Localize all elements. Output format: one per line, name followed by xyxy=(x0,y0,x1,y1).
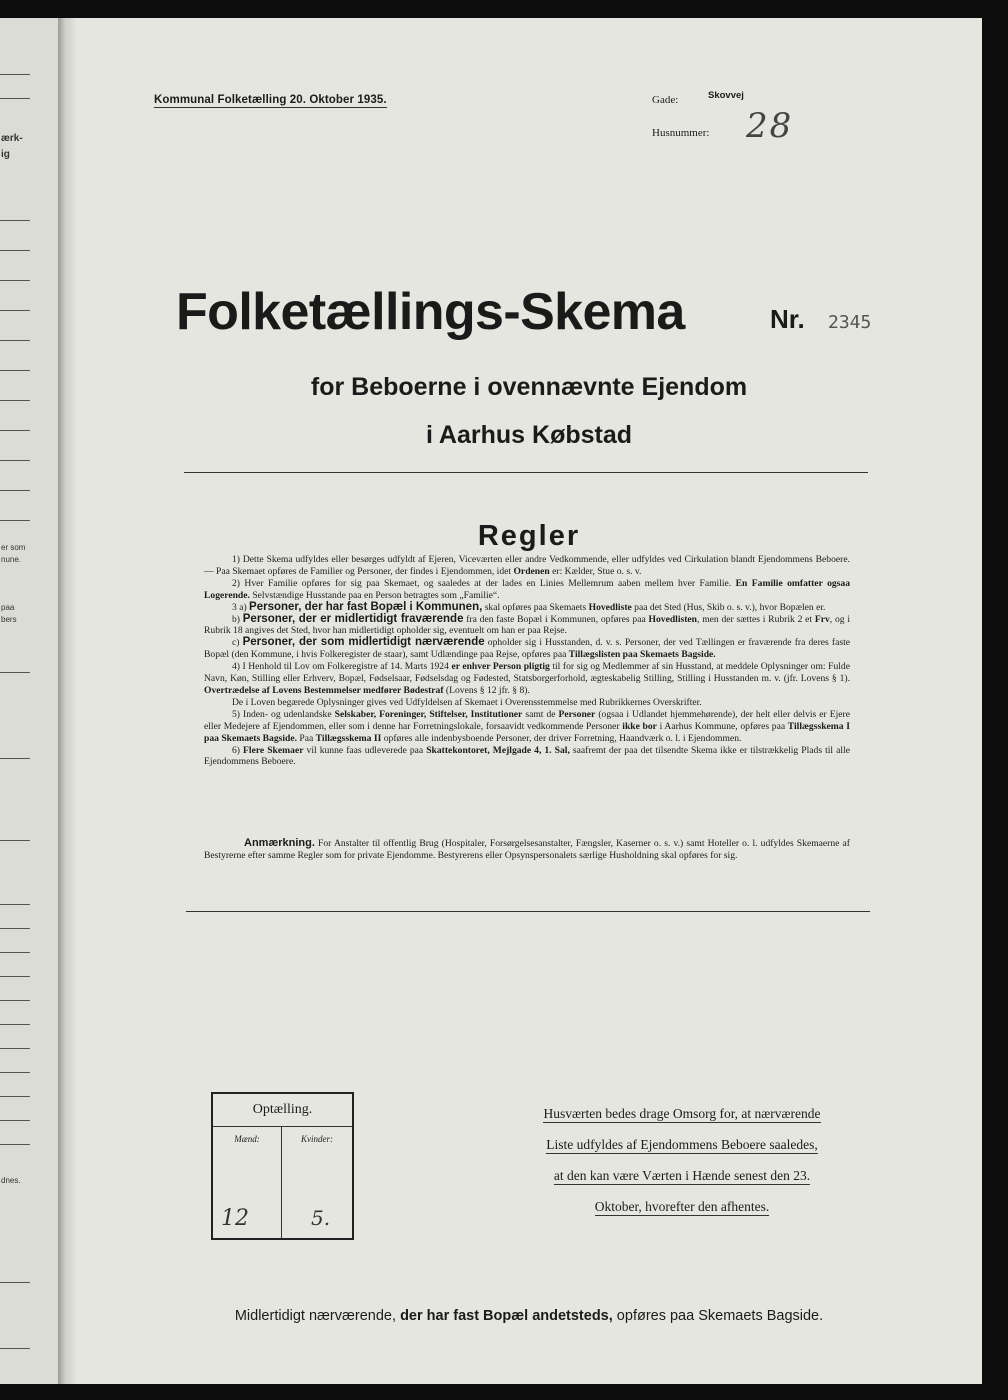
book-gutter xyxy=(58,18,76,1384)
ledger-rule xyxy=(0,250,30,251)
form-number-label: Nr. xyxy=(770,304,805,334)
form-number-value: 2345 xyxy=(828,312,872,333)
footer-note: Midlertidigt nærværende, der har fast Bopæl andetsteds, opføres paa Skemaets Bagside. xyxy=(234,1308,824,1324)
count-box-rule xyxy=(213,1126,352,1127)
rules-heading: Regler xyxy=(477,520,581,552)
rule-4-note: De i Loven begærede Oplysninger gives ved Udfyldelsen af Skemaet i Overensstemmelse med Rubrikkernes Overskrifter. xyxy=(232,696,702,708)
ledger-rule xyxy=(0,490,30,491)
ledger-rule xyxy=(0,840,30,841)
ledger-rule xyxy=(0,1144,30,1145)
ledger-rule xyxy=(0,430,30,431)
left-fragment: paa xyxy=(1,603,15,612)
ledger-rule xyxy=(0,460,30,461)
ledger-rule xyxy=(0,976,30,977)
rule-2: 2) Hver Familie opføres for sig paa Skemaet, og saaledes at der lades en Linies Mellemrum aaben mellem hver Familie. En Familie omfatter ogsaa Logerende. Selvstændige Husstande paa en Person betragtes som „Familie“. xyxy=(204,577,850,601)
count-title: Optælling. xyxy=(252,1102,313,1117)
ledger-rule xyxy=(0,280,30,281)
house-number-value: 28 xyxy=(746,106,794,146)
landlord-notice-line: Husværten bedes drage Omsorg for, at nærværende xyxy=(543,1106,821,1121)
ledger-rule xyxy=(0,904,30,905)
rule-3a: 3 a) Personer, der har fast Bopæl i Kommunen, skal opføres paa Skemaets Hovedliste paa det Sted (Hus, Skib o. s. v.), hvor Bopælen er. xyxy=(232,600,826,613)
landlord-notice-line: Oktober, hvorefter den afhentes. xyxy=(594,1199,770,1214)
rule-6: 6) Flere Skemaer vil kunne faas udleverede paa Skattekontoret, Mejlgade 4, 1. Sal, saafremt der paa det tilsendte Skema ikke er tilstrækkelig Plads til alle Ejendommens Beboere. xyxy=(204,744,850,768)
ledger-rule xyxy=(0,400,30,401)
left-fragment: bers xyxy=(1,615,17,624)
rule-5: 5) Inden- og udenlandske Selskaber, Foreninger, Stiftelser, Institutioner samt de Personer (ogsaa i Udlandet hjemmehørende), der helt eller delvis er Ejere eller Medejere af Ejendommen, eller som i denne har Forretningslokale, forsaavidt vedkommende Personer ikke bor i Aarhus Kommune, opføres paa Tillægsskema I paa Skemaets Bagside. Paa Tillægsskema II opføres alle indenbysboende Personer, der driver Forretning, Haandværk o. l. i Ejendommen. xyxy=(204,708,850,744)
landlord-notice-line: Liste udfyldes af Ejendommens Beboere saaledes, xyxy=(546,1137,818,1152)
ledger-rule xyxy=(0,1072,30,1073)
remark-lead: Anmærkning. xyxy=(244,837,315,849)
ledger-rule xyxy=(0,1048,30,1049)
ledger-rule xyxy=(0,98,30,99)
women-count: 5. xyxy=(311,1206,331,1230)
ledger-rule xyxy=(0,1120,30,1121)
census-header: Kommunal Folketælling 20. Oktober 1935. xyxy=(154,94,387,106)
ledger-rule xyxy=(0,1096,30,1097)
rule-1: 1) Dette Skema udfyldes eller besørges udfyldt af Ejeren, Viceværten eller andre Vedkommende, eller udfyldes ved Cirkulation blandt Ejendommens Beboere. — Paa Skemaet opføres de Familier og Personer, der findes i Ejendommen, idet Ordenen er: Kælder, Stue o. s. v. xyxy=(204,554,850,577)
ledger-rule xyxy=(0,952,30,953)
census-form-page xyxy=(76,18,982,1384)
ledger-rule xyxy=(0,928,30,929)
left-fragment: nune. xyxy=(1,555,22,564)
landlord-notice-line: at den kan være Værten i Hænde senest den 23. xyxy=(553,1168,811,1183)
form-title: Folketællings-Skema xyxy=(176,283,685,341)
rule-3c: c) Personer, der som midlertidigt nærværende opholder sig i Husstanden, d. v. s. Personer, der ved Tællingen er fraværende fra deres faste Bopæl (den Kommune, i hvis Folkeregister de staar), samt Udlændinge paa Rejse, opføres paa Tillægslisten paa Skemaets Bagside. xyxy=(204,636,851,661)
left-fragment: dnes. xyxy=(1,1176,21,1185)
street-label: Gade: xyxy=(652,94,679,106)
men-count: 12 xyxy=(221,1206,249,1231)
ledger-rule xyxy=(0,672,30,673)
form-subtitle: for Beboerne i ovennævnte Ejendom xyxy=(310,373,748,401)
divider xyxy=(184,472,868,473)
ledger-rule xyxy=(0,1348,30,1349)
left-facing-page xyxy=(0,18,58,1384)
ledger-rule xyxy=(0,74,30,75)
rule-3b: b) Personer, der er midlertidigt fraværende fra den faste Bopæl i Kommunen, opføres paa Hovedlisten, men der sættes i Rubrik 2 et Frv, og i Rubrik 18 angives det Sted, hvor han midlertidigt opholder sig, eventuelt om han er paa Rejse. xyxy=(204,612,850,637)
women-label: Kvinder: xyxy=(301,1134,333,1144)
form-city: i Aarhus Købstad xyxy=(425,421,633,449)
count-box xyxy=(211,1092,354,1240)
ledger-rule xyxy=(0,220,30,221)
ledger-rule xyxy=(0,1000,30,1001)
ledger-rule xyxy=(0,370,30,371)
ledger-rule xyxy=(0,520,30,521)
house-number-label: Husnummer: xyxy=(652,127,710,139)
remark-paragraph xyxy=(204,838,850,862)
ledger-rule xyxy=(0,1024,30,1025)
men-label: Mænd: xyxy=(234,1134,260,1144)
left-fragment: ig xyxy=(1,149,10,160)
ledger-rule xyxy=(0,340,30,341)
remark-text: For Anstalter til offentlig Brug (Hospitaler, Forsørgelsesanstalter, Fængsler, Kaserner o. s. v.) samt Hoteller o. l. udfyldes Skemaerne af Bestyrerne efter samme Regler som for private Ejendomme. Bestyrerens eller Opsynspersonalets særlige Husholdning skal opføres for sig. xyxy=(204,838,850,861)
ledger-rule xyxy=(0,310,30,311)
left-fragment: ærk- xyxy=(1,133,23,144)
rule-4: 4) I Henhold til Lov om Folkeregistre af 14. Marts 1924 er enhver Person pligtig til for sig og Medlemmer af sin Husstand, at meddele Oplysninger om: Fulde Navn, Køn, Stilling eller Erhverv, Bopæl, Fødselsaar, Fødselsdag og Fødested, Statsborgerforhold, ægteskabelig Stilling, Stilling i Husstanden m. v. (jfr. Lovens § 1). Overtrædelse af Lovens Bestemmelser medfører Bødestraf (Lovens § 12 jfr. § 8). xyxy=(204,661,850,696)
left-fragment: er som xyxy=(1,543,26,552)
divider xyxy=(186,911,870,912)
landlord-notice xyxy=(516,1098,848,1222)
rules-text xyxy=(204,554,850,768)
ledger-rule xyxy=(0,1282,30,1283)
ledger-rule xyxy=(0,758,30,759)
street-value: Skovvej xyxy=(708,90,744,101)
